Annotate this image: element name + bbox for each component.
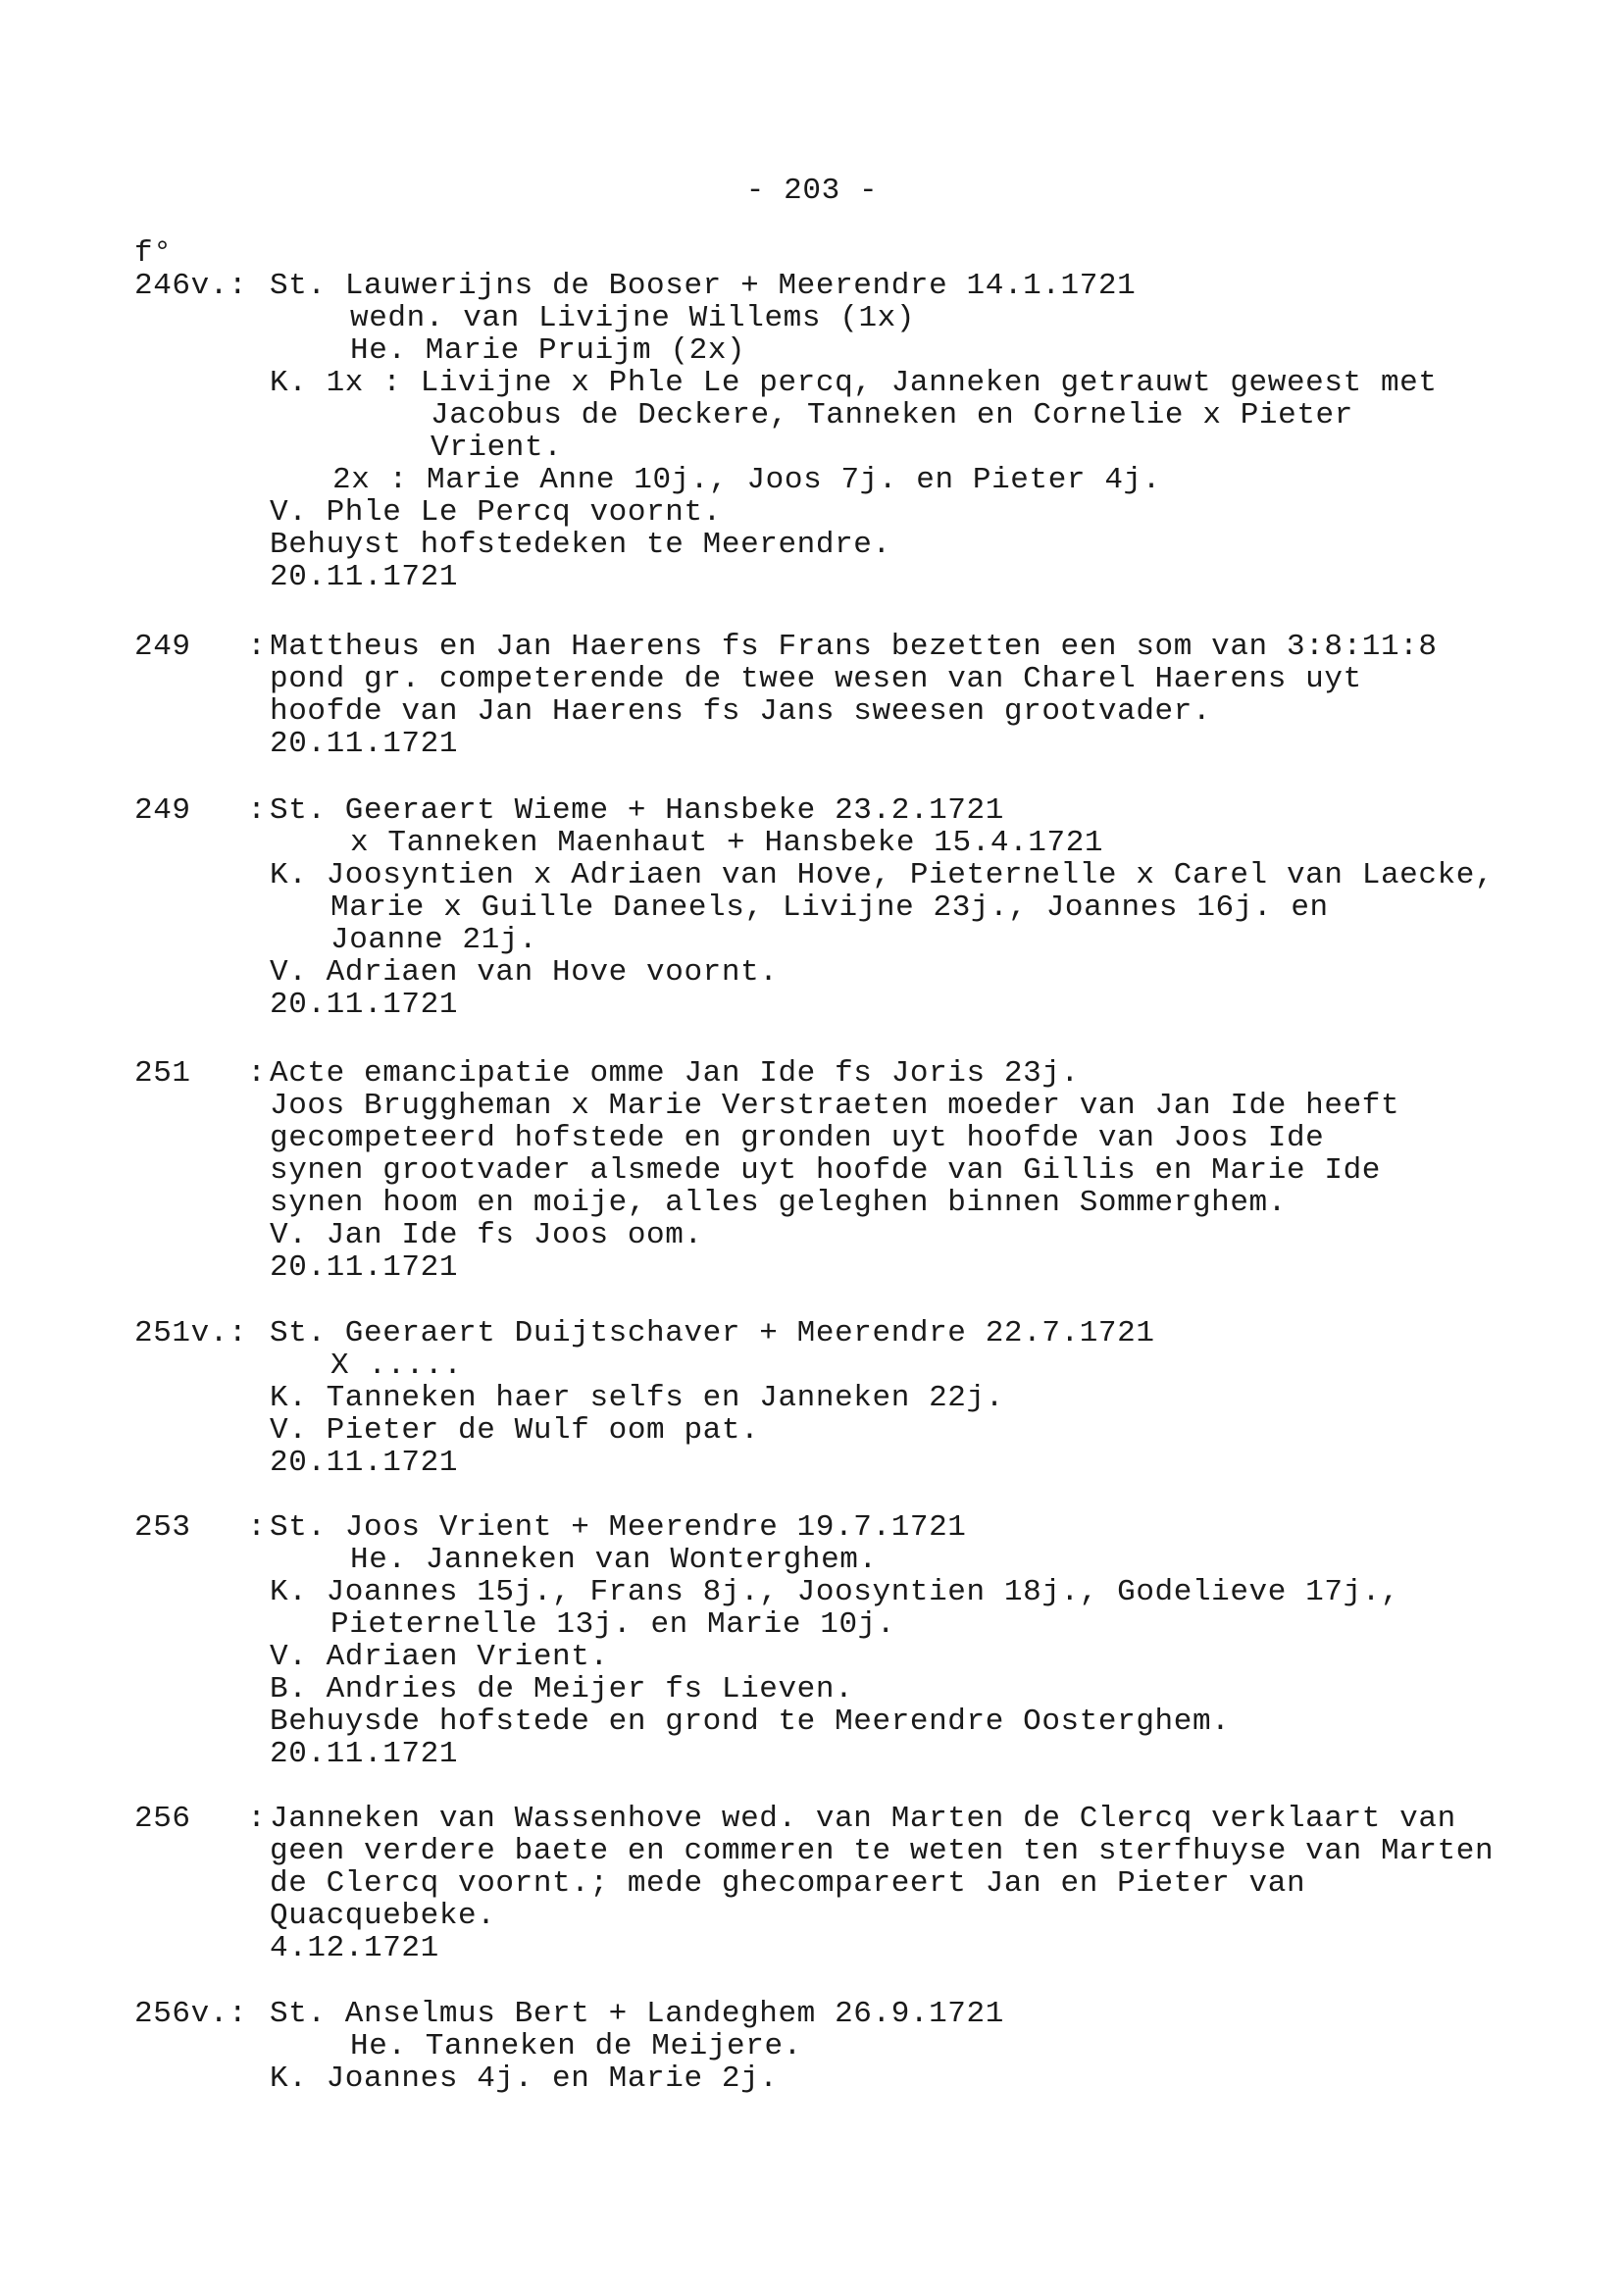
record-line: pond gr. competerende de twee wesen van Charel Haerens uyt [270, 662, 1362, 696]
record-line: synen hoom en moije, alles geleghen binnen Sommerghem. [270, 1186, 1287, 1220]
folio-reference: 246v.: [134, 269, 248, 303]
record-line: V. Adriaen Vrient. [270, 1640, 609, 1674]
record-date: 20.11.1721 [270, 1737, 459, 1771]
record-date: 20.11.1721 [270, 988, 459, 1022]
record-line: Behuysde hofstede en grond te Meerendre Oosterghem. [270, 1705, 1231, 1739]
record-line: Behuyst hofstedeken te Meerendre. [270, 528, 891, 562]
record-line: St. Lauwerijns de Booser + Meerendre 14.1.1721 [270, 269, 1137, 303]
record-line: Joanne 21j. [330, 923, 538, 957]
record-line: wedn. van Livijne Willems (1x) [350, 301, 916, 335]
record-line: de Clercq voornt.; mede ghecompareert Jan en Pieter van [270, 1866, 1306, 1901]
record-line: He. Janneken van Wonterghem. [350, 1543, 878, 1577]
record-line: V. Jan Ide fs Joos oom. [270, 1218, 703, 1252]
record-line: St. Geeraert Duijtschaver + Meerendre 22.7.1721 [270, 1316, 1155, 1350]
record-date: 20.11.1721 [270, 1250, 459, 1285]
record-line: K. Joannes 4j. en Marie 2j. [270, 2062, 779, 2096]
record-line: K. 1x : Livijne x Phle Le percq, Janneken getrauwt geweest met [270, 366, 1438, 400]
record-body [270, 1057, 1574, 1284]
record-line: St. Joos Vrient + Meerendre 19.7.1721 [270, 1510, 967, 1545]
record-line: 2x : Marie Anne 10j., Joos 7j. en Pieter 4j. [332, 463, 1161, 497]
record-line: hoofde van Jan Haerens fs Jans sweesen grootvader. [270, 694, 1212, 729]
record-line: Quacquebeke. [270, 1899, 496, 1933]
record-line: He. Tanneken de Meijere. [350, 2029, 802, 2063]
record-date: 20.11.1721 [270, 560, 459, 594]
record-line: Joos Bruggheman x Marie Verstraeten moeder van Jan Ide heeft [270, 1089, 1400, 1123]
record-line: synen grootvader alsmede uyt hoofde van Gillis en Marie Ide [270, 1153, 1381, 1188]
record-date: 4.12.1721 [270, 1931, 439, 1965]
record-line: B. Andries de Meijer fs Lieven. [270, 1672, 854, 1706]
record-line: V. Adriaen van Hove voornt. [270, 955, 779, 990]
record-line: geen verdere baete en commeren te weten ten sterfhuyse van Marten [270, 1834, 1495, 1868]
record-line: Marie x Guille Daneels, Livijne 23j., Joannes 16j. en [330, 891, 1329, 925]
record-body [270, 1511, 1574, 1770]
record-line: K. Tanneken haer selfs en Janneken 22j. [270, 1381, 1004, 1415]
folio-reference: 253 : [134, 1510, 267, 1545]
record-line: K. Joannes 15j., Frans 8j., Joosyntien 18j., Godelieve 17j., [270, 1575, 1400, 1609]
record-line: V. Pieter de Wulf oom pat. [270, 1413, 760, 1448]
record-line: He. Marie Pruijm (2x) [350, 333, 746, 368]
record-line: Janneken van Wassenhove wed. van Marten de Clercq verklaart van [270, 1802, 1456, 1836]
record-line: St. Geeraert Wieme + Hansbeke 23.2.1721 [270, 793, 1004, 828]
record-line: Mattheus en Jan Haerens fs Frans bezetten een som van 3:8:11:8 [270, 630, 1438, 664]
record-line: K. Joosyntien x Adriaen van Hove, Pieternelle x Carel van Laecke, [270, 858, 1495, 892]
folio-reference: 256v.: [134, 1997, 248, 2031]
page-number: - 203 - [745, 174, 879, 208]
folio-reference: 256 : [134, 1802, 267, 1836]
record-line: Vrient. [431, 431, 563, 465]
record-line: X ..... [330, 1349, 463, 1383]
record-body [270, 794, 1574, 1021]
record-line: Pieternelle 13j. en Marie 10j. [330, 1607, 896, 1642]
record-date: 20.11.1721 [270, 1446, 459, 1480]
record-line: Acte emancipatie omme Jan Ide fs Joris 23j. [270, 1056, 1080, 1091]
record-body [270, 270, 1574, 593]
folio-label: f° [134, 236, 173, 271]
folio-reference: 249 : [134, 793, 267, 828]
folio-reference: 249 : [134, 630, 267, 664]
record-body [270, 1998, 1574, 2095]
record-line: gecompeteerd hofstede en gronden uyt hoofde van Joos Ide [270, 1121, 1325, 1155]
record-body [270, 1803, 1574, 1964]
record-line: Jacobus de Deckere, Tanneken en Cornelie x Pieter [431, 398, 1353, 433]
record-line: x Tanneken Maenhaut + Hansbeke 15.4.1721 [350, 826, 1104, 860]
folio-reference: 251v.: [134, 1316, 248, 1350]
record-body [270, 631, 1574, 760]
record-body [270, 1317, 1574, 1479]
folio-reference: 251 : [134, 1056, 267, 1091]
record-line: St. Anselmus Bert + Landeghem 26.9.1721 [270, 1997, 1004, 2031]
record-line: V. Phle Le Percq voornt. [270, 495, 722, 530]
record-date: 20.11.1721 [270, 727, 459, 761]
